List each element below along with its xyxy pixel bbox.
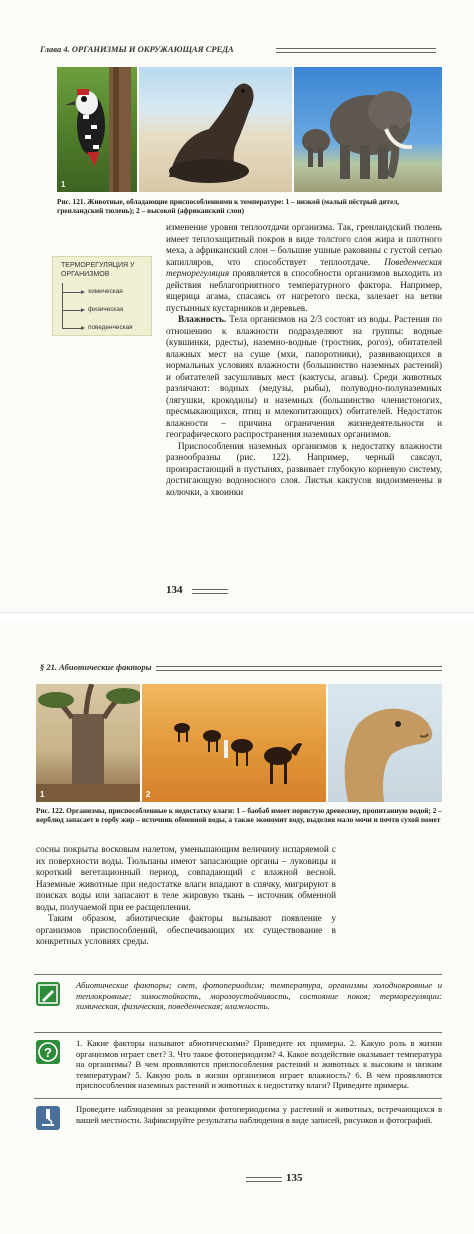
figure-caption: Рис. 122. Организмы, приспособленные к недостатку влаги: 1 – баобаб имеет пористую древесину, пропитанную водой; 2 – верблюд запасает в горбу жир – источник обменной воды, а также экономит воду, выделяя мало мочи и почти сухой помет <box>36 806 442 824</box>
paragraph-text: сосны покрыты восковым налетом, уменьшающим величину испаряемой с их поверхности воды. Тюльпаны имеют запасающие органы – луковицы и короткий вегетационный период, совпадающий с влажной весной. Наземные животные при недостатке влаги впадают в спячку, мигрируют в поисках воды или запасают в теле жировую ткань – источник обменной воды, получаемой при ее расщеплении. <box>36 844 336 912</box>
svg-text:?: ? <box>44 1045 52 1060</box>
diagram-item-chemical: химическая <box>88 288 123 295</box>
figure-caption: Рис. 121. Животные, обладающие приспособлениями к температуре: 1 – низкой (малый пёстрый дятел, гренландский тюлень); 2 – высокой (африканский слон) <box>57 197 400 215</box>
arrow-icon <box>81 308 85 312</box>
running-head: Глава 4. ОРГАНИЗМЫ И ОКРУЖАЮЩАЯ СРЕДА <box>40 44 234 54</box>
section-divider <box>34 974 442 975</box>
running-head: § 21. Абиотические факторы <box>40 662 152 672</box>
task-block <box>34 1104 442 1144</box>
woodpecker-photo <box>57 67 137 192</box>
diagram-branch <box>62 310 82 311</box>
keywords-block <box>34 980 442 1040</box>
questions-text: 1. Какие факторы называют абиотическими? Приведите их примеры. 2. Какую роль в жизни организмов играет свет? 3. Что такое фотопериодизм? 4. Какое воздействие оказывает температура на организмы? В чем проявляются приспособления растений и животных к высоким и низким температурам? 5. Какую роль в жизни организмов играет влажность? 6. В чем проявляются приспособления наземных растений и животных к недостатку влаги? Приведите примеры. <box>76 1038 442 1090</box>
diagram-title: ТЕРМОРЕГУЛЯЦИЯ У ОРГАНИЗМОВ <box>61 262 135 278</box>
body-text-continued <box>36 844 336 948</box>
keywords-text: Абиотические факторы; свет, фотопериодизм; температура, организмы холоднокровные и теплокровные; зимостойкость, морозоустойчивость, состояние покоя; терморегуляции: химическая, физическая, поведенческая; влажность. <box>76 980 442 1011</box>
diagram-branch <box>62 328 82 329</box>
page-number: 134 <box>166 584 183 596</box>
question-icon <box>36 1040 60 1064</box>
photo-number-1: 1 <box>40 790 45 799</box>
paragraph-text: проявляется в способности организмов выходить из действия неблагоприятного температурного фактора. Например, ящерица агама, спасаясь от нагретого песка, залезает на ветви пустынных кустарников и деревьев. <box>166 268 443 313</box>
diagram-item-behavioral: поведенческая <box>88 324 133 331</box>
head-rule <box>276 48 436 53</box>
elephant-photo <box>294 67 442 192</box>
thermoregulation-diagram <box>52 256 152 336</box>
arrow-icon <box>81 290 85 294</box>
camel-head-photo <box>328 684 442 802</box>
page-separator <box>0 612 474 622</box>
term-moisture: Влажность. <box>178 314 227 324</box>
questions-block <box>34 1038 442 1098</box>
head-rule <box>156 666 442 671</box>
body-text-top <box>166 222 442 498</box>
term-behavioral: Поведенческая терморегуляция <box>166 256 442 278</box>
page-number: 135 <box>286 1172 303 1184</box>
photo-number-1: 1 <box>61 180 66 189</box>
microscope-icon <box>36 1106 60 1130</box>
page-number-rule <box>246 1177 282 1182</box>
paragraph-text: Приспособления наземных организмов к недостатку влажности разнообразны (рис. 122). Например, черный саксаул, произрастающий в пустынях, развивает глубокую корневую систему, достигающую водоносного слоя. Листья кактусов видоизменены в колючки, а хвоинки <box>166 440 442 497</box>
paragraph-text: изменение уровня теплоотдачи организма. Так, гренландский тюлень имеет теплозащитный покров в виде толстого слоя жира и плотного меха, а африканский слон – большие ушные раковины с густой сетью капилляров, что способствует теплоотдаче. <box>166 222 442 267</box>
seal-photo <box>139 67 292 192</box>
diagram-trunk <box>62 283 63 329</box>
arrow-icon <box>81 326 85 330</box>
page-number-rule <box>192 589 228 594</box>
paragraph-text: Тела организмов на 2/3 состоят из воды. Растения по отношению к влажности подразделяют на группы: водные (кувшинки, рдесты), наземно-водные (тростник, рогоз), обитателей влажных мест на суше (мхи, папоротники), развивающихся в нормальных условиях влажности (большинство наземных растений) и обитателей засушливых мест (кактусы, агавы). Среди животных различают: водных (медузы, рыбы), полуводно-полуназемных (лягушки, крокодилы) и наземных (большинство членистоногих, пресмыкающихся, птиц и млекопитающих) обитателей. Недостаток влажности – причина ограничения жизнедеятельности и географического распространения наземных организмов. <box>166 314 443 439</box>
textbook-page-134 <box>0 0 474 612</box>
baobab-photo <box>36 684 140 802</box>
photo-number-2: 2 <box>146 790 151 799</box>
diagram-item-physical: физическая <box>88 306 124 313</box>
section-divider <box>34 1032 442 1033</box>
pencil-icon <box>36 982 60 1006</box>
diagram-branch <box>62 292 82 293</box>
task-text: Проведите наблюдения за реакциями фотопериодизма у растений и животных, встречающихся в вашей местности. Зафиксируйте результаты наблюдения в виде записей, рисунков и фотографий. <box>76 1104 442 1125</box>
section-divider <box>34 1098 442 1099</box>
paragraph-conclusion: Таким образом, абиотические факторы вызывают появление у организмов приспособлений, обеспечивающих их существование в конкретных условиях среды. <box>36 913 336 946</box>
camel-caravan-photo <box>142 684 326 802</box>
